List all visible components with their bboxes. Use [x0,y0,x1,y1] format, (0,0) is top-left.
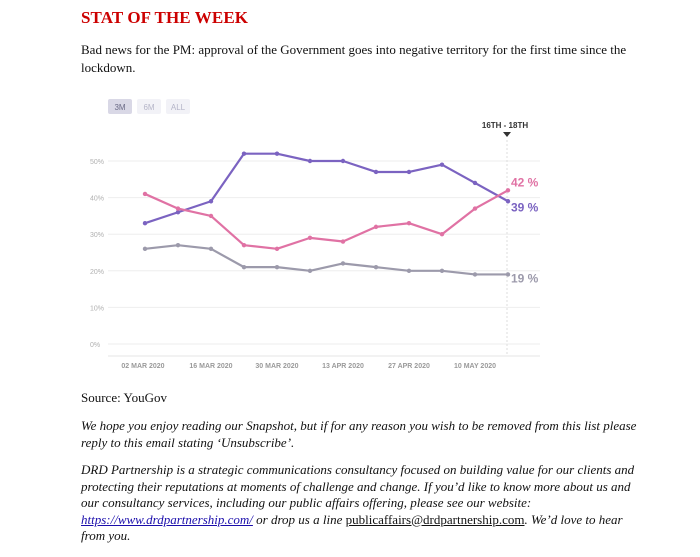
intro-text: Bad news for the PM: approval of the Government goes into negative territory for the first time since the lockdown. [81,42,627,75]
range-button-label[interactable]: ALL [170,103,186,112]
page-heading: STAT OF THE WEEK [81,8,249,27]
marker-label: 16TH - 18TH [481,121,529,130]
data-point-approve[interactable] [341,159,345,163]
data-point-disapprove[interactable] [473,206,477,210]
data-point-dont_know[interactable] [143,247,147,251]
data-point-dont_know[interactable] [473,272,477,276]
x-tick-label: 16 MAR 2020 [189,363,233,370]
data-point-disapprove[interactable] [275,247,279,251]
data-point-disapprove[interactable] [308,236,312,240]
data-point-disapprove[interactable] [440,232,444,236]
range-button-label[interactable]: 6M [143,103,155,112]
data-point-approve[interactable] [275,151,279,155]
data-point-approve[interactable] [308,159,312,163]
end-label-dont_know: 19 % [511,271,539,286]
range-button-label[interactable]: 3M [114,103,126,112]
data-point-dont_know[interactable] [341,261,345,265]
data-point-approve[interactable] [374,170,378,174]
series-line-dont_know [145,245,508,274]
marker-arrow-icon [503,132,511,137]
y-tick-label: 0% [90,342,101,349]
x-tick-label: 10 MAY 2020 [453,363,497,370]
data-point-disapprove[interactable] [407,221,411,225]
data-point-dont_know[interactable] [275,265,279,269]
y-tick-label: 40% [90,195,105,203]
data-point-dont_know[interactable] [506,272,510,276]
website-link[interactable]: https://www.drdpartnership.com/ [81,511,253,527]
data-point-disapprove[interactable] [176,206,180,210]
x-tick-label: 13 APR 2020 [322,363,364,370]
data-point-approve[interactable] [209,199,213,203]
data-point-dont_know[interactable] [374,265,378,269]
data-point-dont_know[interactable] [209,247,213,251]
about-text-middle: or drop us a line [252,511,346,527]
y-tick-label: 20% [90,268,105,276]
y-tick-label: 50% [90,159,105,166]
data-point-dont_know[interactable] [308,269,312,273]
data-point-disapprove[interactable] [374,225,378,229]
data-point-disapprove[interactable] [143,192,147,196]
y-tick-label: 10% [90,305,105,313]
series-line-disapprove [145,190,508,249]
y-tick-label: 30% [90,232,105,240]
data-point-approve[interactable] [473,181,477,185]
data-point-disapprove[interactable] [506,188,510,192]
data-point-dont_know[interactable] [176,243,180,247]
data-point-dont_know[interactable] [242,265,246,269]
data-point-dont_know[interactable] [407,269,411,273]
data-point-approve[interactable] [242,151,246,155]
data-point-disapprove[interactable] [242,243,246,247]
end-label-approve: 39 % [511,200,539,215]
data-point-approve[interactable] [143,221,147,225]
about-text: DRD Partnership is a strategic communications consultancy focused on building value for our clients and protecting their reputations at moments of challenge and change. If you’d like to know more about us and our consultancy services, including our public affairs offering, please see our website: [81,462,635,510]
data-point-approve[interactable] [506,199,510,203]
data-point-disapprove[interactable] [341,239,345,243]
source-text: Source: YouGov [81,390,167,405]
end-label-disapprove: 42 % [511,175,539,190]
data-point-dont_know[interactable] [440,269,444,273]
data-point-approve[interactable] [440,162,444,166]
email-address[interactable]: publicaffairs@drdpartnership.com [345,511,525,527]
x-tick-label: 30 MAR 2020 [255,363,299,370]
unsubscribe-paragraph: We hope you enjoy reading our Snapshot, but if for any reason you wish to be removed from this list please reply to this email stating ‘Unsubscribe’. [81,418,637,450]
x-tick-label: 02 MAR 2020 [121,363,165,370]
about-paragraph [81,462,641,545]
about-text-end: . We’d love to hear from you. [81,511,623,543]
data-point-disapprove[interactable] [209,214,213,218]
x-tick-label: 27 APR 2020 [388,363,430,370]
data-point-approve[interactable] [407,170,411,174]
